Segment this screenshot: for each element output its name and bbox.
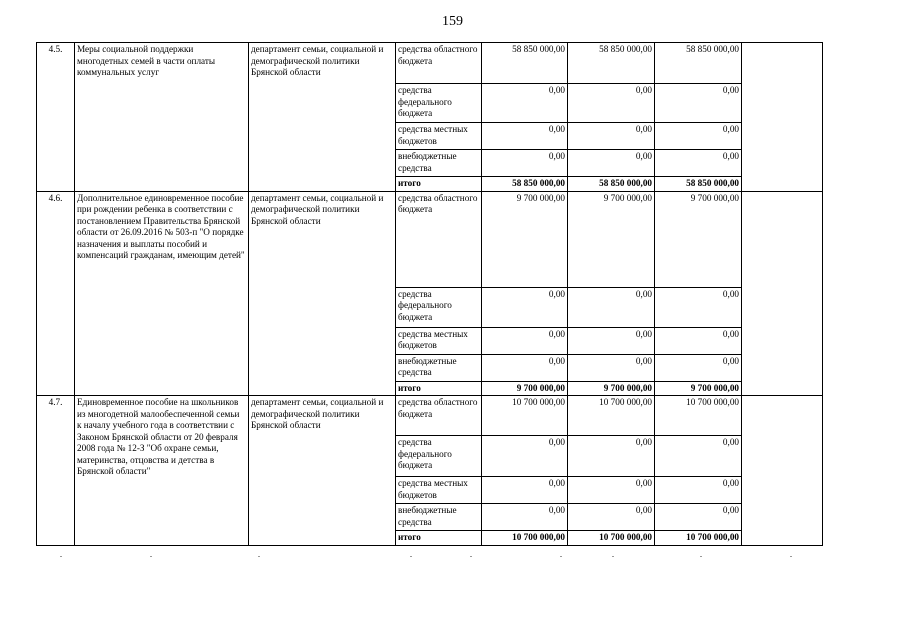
- amount-cell: 58 850 000,00: [482, 43, 568, 84]
- total-amount: 9 700 000,00: [568, 381, 655, 396]
- source-label: средства федерального бюджета: [396, 436, 482, 477]
- scan-noise: [0, 556, 905, 558]
- amount-cell: 0,00: [482, 327, 568, 354]
- amount-cell: 9 700 000,00: [482, 191, 568, 287]
- amount-cell: 10 700 000,00: [568, 396, 655, 436]
- amount-cell: 9 700 000,00: [568, 191, 655, 287]
- executor: департамент семьи, социальной и демографической политики Брянской области: [249, 43, 396, 192]
- amount-cell: 9 700 000,00: [655, 191, 742, 287]
- amount-cell: 0,00: [568, 150, 655, 177]
- total-amount: 10 700 000,00: [482, 531, 568, 546]
- source-label: средства местных бюджетов: [396, 327, 482, 354]
- amount-cell: 58 850 000,00: [655, 43, 742, 84]
- item-number: 4.5.: [37, 43, 75, 192]
- item-number: 4.6.: [37, 191, 75, 396]
- amount-cell: 0,00: [568, 436, 655, 477]
- amount-cell: 0,00: [655, 123, 742, 150]
- total-label: итого: [396, 381, 482, 396]
- amount-cell: 0,00: [568, 477, 655, 504]
- total-label: итого: [396, 177, 482, 192]
- total-amount: 10 700 000,00: [655, 531, 742, 546]
- amount-cell: 0,00: [568, 354, 655, 381]
- executor: департамент семьи, социальной и демографической политики Брянской области: [249, 191, 396, 396]
- amount-cell: 0,00: [482, 287, 568, 327]
- amount-cell: 0,00: [482, 354, 568, 381]
- total-amount: 58 850 000,00: [482, 177, 568, 192]
- amount-cell: 0,00: [655, 477, 742, 504]
- source-label: средства местных бюджетов: [396, 123, 482, 150]
- amount-cell: 0,00: [655, 436, 742, 477]
- source-label: средства местных бюджетов: [396, 477, 482, 504]
- total-label: итого: [396, 531, 482, 546]
- total-amount: 58 850 000,00: [568, 177, 655, 192]
- empty-cell: [742, 396, 823, 546]
- amount-cell: 0,00: [655, 150, 742, 177]
- amount-cell: 0,00: [568, 123, 655, 150]
- source-label: внебюджетные средства: [396, 150, 482, 177]
- executor: департамент семьи, социальной и демографической политики Брянской области: [249, 396, 396, 546]
- source-label: средства федерального бюджета: [396, 287, 482, 327]
- amount-cell: 10 700 000,00: [655, 396, 742, 436]
- source-label: средства областного бюджета: [396, 396, 482, 436]
- amount-cell: 0,00: [655, 504, 742, 531]
- amount-cell: 0,00: [482, 84, 568, 123]
- total-amount: 9 700 000,00: [655, 381, 742, 396]
- table-row: [37, 191, 823, 287]
- item-number: 4.7.: [37, 396, 75, 546]
- page-number: 159: [442, 14, 463, 29]
- empty-cell: [742, 43, 823, 192]
- amount-cell: 0,00: [482, 504, 568, 531]
- amount-cell: 0,00: [482, 436, 568, 477]
- empty-cell: [742, 191, 823, 396]
- amount-cell: 0,00: [482, 150, 568, 177]
- amount-cell: 0,00: [482, 123, 568, 150]
- table-row: [37, 396, 823, 436]
- total-amount: 9 700 000,00: [482, 381, 568, 396]
- amount-cell: 10 700 000,00: [482, 396, 568, 436]
- amount-cell: 0,00: [655, 327, 742, 354]
- amount-cell: 0,00: [568, 84, 655, 123]
- amount-cell: 0,00: [655, 287, 742, 327]
- source-label: внебюджетные средства: [396, 504, 482, 531]
- measure-name: Меры социальной поддержки многодетных семей в части оплаты коммунальных услуг: [75, 43, 249, 192]
- amount-cell: 0,00: [655, 84, 742, 123]
- measure-name: Единовременное пособие на школьников из многодетной малообеспеченной семьи к началу учебного года в соответствии с Законом Брянской области от 20 февраля 2008 года № 12-З "Об охране семьи, материнства, отцовства и детства в Брянской области": [75, 396, 249, 546]
- amount-cell: 0,00: [482, 477, 568, 504]
- total-amount: 10 700 000,00: [568, 531, 655, 546]
- budget-table: [36, 42, 823, 546]
- source-label: средства областного бюджета: [396, 191, 482, 287]
- total-amount: 58 850 000,00: [655, 177, 742, 192]
- source-label: средства областного бюджета: [396, 43, 482, 84]
- table-row: [37, 43, 823, 84]
- source-label: внебюджетные средства: [396, 354, 482, 381]
- amount-cell: 58 850 000,00: [568, 43, 655, 84]
- amount-cell: 0,00: [568, 287, 655, 327]
- amount-cell: 0,00: [568, 327, 655, 354]
- measure-name: Дополнительное единовременное пособие при рождении ребенка в соответствии с постановлением Правительства Брянской области от 26.09.2016 № 503-п "О порядке назначения и выплаты пособий и компенсаций гражданам, имеющим детей": [75, 191, 249, 396]
- amount-cell: 0,00: [655, 354, 742, 381]
- source-label: средства федерального бюджета: [396, 84, 482, 123]
- amount-cell: 0,00: [568, 504, 655, 531]
